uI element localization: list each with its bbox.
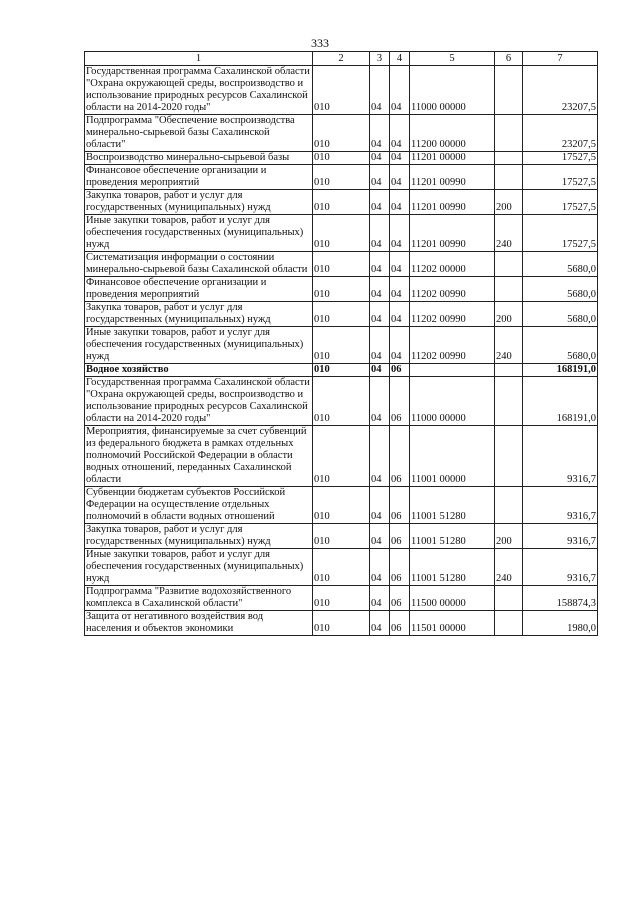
row-expense-type	[495, 364, 523, 377]
table-row	[85, 327, 598, 364]
table-row	[85, 364, 598, 377]
table-row	[85, 302, 598, 327]
row-amount: 23207,5	[523, 115, 598, 152]
row-name: Воспроизводство минерально-сырьевой базы	[85, 152, 313, 165]
table-row	[85, 487, 598, 524]
row-expense-type	[495, 277, 523, 302]
row-section: 04	[370, 190, 390, 215]
row-ministry-code: 010	[313, 115, 370, 152]
row-ministry-code: 010	[313, 524, 370, 549]
header-cell: 3	[370, 52, 390, 66]
row-section: 04	[370, 327, 390, 364]
row-ministry-code: 010	[313, 549, 370, 586]
header-row	[85, 52, 598, 66]
row-amount: 17527,5	[523, 165, 598, 190]
row-name: Государственная программа Сахалинской области "Охрана окружающей среды, воспроизводство и использование природных ресурсов Сахалинской области на 2014-2020 годы"	[85, 66, 313, 115]
row-ministry-code: 010	[313, 327, 370, 364]
row-section: 04	[370, 487, 390, 524]
row-subsection: 04	[390, 190, 410, 215]
row-expense-type	[495, 611, 523, 636]
row-subsection: 04	[390, 152, 410, 165]
row-target-article: 11201 00990	[410, 165, 495, 190]
row-target-article: 11201 00990	[410, 190, 495, 215]
row-amount: 17527,5	[523, 190, 598, 215]
row-subsection: 04	[390, 215, 410, 252]
row-name: Государственная программа Сахалинской области "Охрана окружающей среды, воспроизводство и использование природных ресурсов Сахалинской области на 2014-2020 годы"	[85, 377, 313, 426]
row-amount: 1980,0	[523, 611, 598, 636]
row-section: 04	[370, 302, 390, 327]
row-expense-type: 240	[495, 549, 523, 586]
row-name: Финансовое обеспечение организации и проведения мероприятий	[85, 165, 313, 190]
row-target-article: 11000 00000	[410, 66, 495, 115]
row-subsection: 04	[390, 66, 410, 115]
table-row	[85, 611, 598, 636]
row-name: Иные закупки товаров, работ и услуг для обеспечения государственных (муниципальных) нужд	[85, 549, 313, 586]
row-amount: 5680,0	[523, 302, 598, 327]
table-row	[85, 277, 598, 302]
row-subsection: 06	[390, 487, 410, 524]
row-target-article: 11501 00000	[410, 611, 495, 636]
row-ministry-code: 010	[313, 487, 370, 524]
row-ministry-code: 010	[313, 377, 370, 426]
row-amount: 9316,7	[523, 426, 598, 487]
row-expense-type	[495, 426, 523, 487]
row-ministry-code: 010	[313, 302, 370, 327]
row-expense-type	[495, 115, 523, 152]
table-row	[85, 524, 598, 549]
row-expense-type: 200	[495, 524, 523, 549]
row-section: 04	[370, 277, 390, 302]
row-expense-type	[495, 377, 523, 426]
row-amount: 9316,7	[523, 524, 598, 549]
row-ministry-code: 010	[313, 190, 370, 215]
row-subsection: 04	[390, 252, 410, 277]
table-row	[85, 252, 598, 277]
table-row	[85, 586, 598, 611]
row-ministry-code: 010	[313, 426, 370, 487]
row-name: Иные закупки товаров, работ и услуг для обеспечения государственных (муниципальных) нужд	[85, 215, 313, 252]
table-row	[85, 115, 598, 152]
row-name: Подпрограмма "Обеспечение воспроизводства минерально-сырьевой базы Сахалинской области"	[85, 115, 313, 152]
row-amount: 5680,0	[523, 252, 598, 277]
table-row	[85, 190, 598, 215]
row-section: 04	[370, 377, 390, 426]
table-row	[85, 165, 598, 190]
row-subsection: 06	[390, 611, 410, 636]
row-name: Закупка товаров, работ и услуг для государственных (муниципальных) нужд	[85, 524, 313, 549]
row-amount: 17527,5	[523, 152, 598, 165]
table-row	[85, 215, 598, 252]
row-target-article: 11001 51280	[410, 549, 495, 586]
header-cell: 6	[495, 52, 523, 66]
row-target-article: 11200 00000	[410, 115, 495, 152]
row-name: Мероприятия, финансируемые за счет субвенций из федерального бюджета в рамках отдельных полномочий Российской Федерации в области водных отношений, переданных Сахалинской области	[85, 426, 313, 487]
row-name: Финансовое обеспечение организации и проведения мероприятий	[85, 277, 313, 302]
row-target-article: 11000 00000	[410, 377, 495, 426]
row-section: 04	[370, 426, 390, 487]
row-target-article: 11202 00990	[410, 277, 495, 302]
row-expense-type: 240	[495, 327, 523, 364]
row-target-article: 11001 00000	[410, 426, 495, 487]
row-target-article: 11001 51280	[410, 487, 495, 524]
row-ministry-code: 010	[313, 165, 370, 190]
row-name: Закупка товаров, работ и услуг для государственных (муниципальных) нужд	[85, 302, 313, 327]
row-target-article: 11201 00000	[410, 152, 495, 165]
row-subsection: 04	[390, 115, 410, 152]
row-amount: 168191,0	[523, 364, 598, 377]
table-row	[85, 426, 598, 487]
row-section: 04	[370, 152, 390, 165]
row-expense-type	[495, 487, 523, 524]
row-ministry-code: 010	[313, 586, 370, 611]
row-subsection: 06	[390, 524, 410, 549]
row-name: Водное хозяйство	[85, 364, 313, 377]
row-target-article: 11202 00000	[410, 252, 495, 277]
row-name: Подпрограмма "Развитие водохозяйственного комплекса в Сахалинской области"	[85, 586, 313, 611]
table-row	[85, 549, 598, 586]
row-target-article: 11202 00990	[410, 327, 495, 364]
row-subsection: 06	[390, 364, 410, 377]
table-row	[85, 152, 598, 165]
row-expense-type	[495, 165, 523, 190]
row-section: 04	[370, 549, 390, 586]
row-amount: 23207,5	[523, 66, 598, 115]
header-cell: 4	[390, 52, 410, 66]
row-subsection: 06	[390, 586, 410, 611]
row-target-article: 11201 00990	[410, 215, 495, 252]
row-ministry-code: 010	[313, 611, 370, 636]
row-amount: 168191,0	[523, 377, 598, 426]
row-amount: 9316,7	[523, 487, 598, 524]
row-subsection: 04	[390, 277, 410, 302]
row-name: Защита от негативного воздействия вод населения и объектов экономики	[85, 611, 313, 636]
row-name: Закупка товаров, работ и услуг для государственных (муниципальных) нужд	[85, 190, 313, 215]
row-section: 04	[370, 115, 390, 152]
row-subsection: 04	[390, 327, 410, 364]
row-section: 04	[370, 215, 390, 252]
row-expense-type	[495, 66, 523, 115]
row-ministry-code: 010	[313, 277, 370, 302]
row-amount: 9316,7	[523, 549, 598, 586]
header-cell: 7	[523, 52, 598, 66]
row-ministry-code: 010	[313, 215, 370, 252]
row-name: Иные закупки товаров, работ и услуг для обеспечения государственных (муниципальных) нужд	[85, 327, 313, 364]
row-subsection: 06	[390, 377, 410, 426]
row-target-article: 11001 51280	[410, 524, 495, 549]
row-expense-type	[495, 152, 523, 165]
row-target-article: 11500 00000	[410, 586, 495, 611]
row-name: Систематизация информации о состоянии минерально-сырьевой базы Сахалинской области	[85, 252, 313, 277]
row-amount: 5680,0	[523, 327, 598, 364]
row-section: 04	[370, 252, 390, 277]
row-section: 04	[370, 66, 390, 115]
row-amount: 5680,0	[523, 277, 598, 302]
row-subsection: 06	[390, 549, 410, 586]
row-name: Субвенции бюджетам субъектов Российской Федерации на осуществление отдельных полномочий в области водных отношений	[85, 487, 313, 524]
header-cell: 2	[313, 52, 370, 66]
budget-table	[84, 51, 598, 636]
header-cell: 5	[410, 52, 495, 66]
row-ministry-code: 010	[313, 252, 370, 277]
table-row	[85, 377, 598, 426]
row-subsection: 06	[390, 426, 410, 487]
row-section: 04	[370, 586, 390, 611]
row-section: 04	[370, 165, 390, 190]
row-section: 04	[370, 611, 390, 636]
row-expense-type: 240	[495, 215, 523, 252]
row-subsection: 04	[390, 165, 410, 190]
row-ministry-code: 010	[313, 66, 370, 115]
row-ministry-code: 010	[313, 364, 370, 377]
table-row	[85, 66, 598, 115]
row-expense-type: 200	[495, 302, 523, 327]
page-number: 333	[311, 36, 329, 50]
row-expense-type	[495, 586, 523, 611]
row-section: 04	[370, 524, 390, 549]
row-subsection: 04	[390, 302, 410, 327]
row-ministry-code: 010	[313, 152, 370, 165]
row-target-article	[410, 364, 495, 377]
row-amount: 17527,5	[523, 215, 598, 252]
row-expense-type: 200	[495, 190, 523, 215]
header-cell: 1	[85, 52, 313, 66]
row-section: 04	[370, 364, 390, 377]
row-amount: 158874,3	[523, 586, 598, 611]
row-target-article: 11202 00990	[410, 302, 495, 327]
row-expense-type	[495, 252, 523, 277]
